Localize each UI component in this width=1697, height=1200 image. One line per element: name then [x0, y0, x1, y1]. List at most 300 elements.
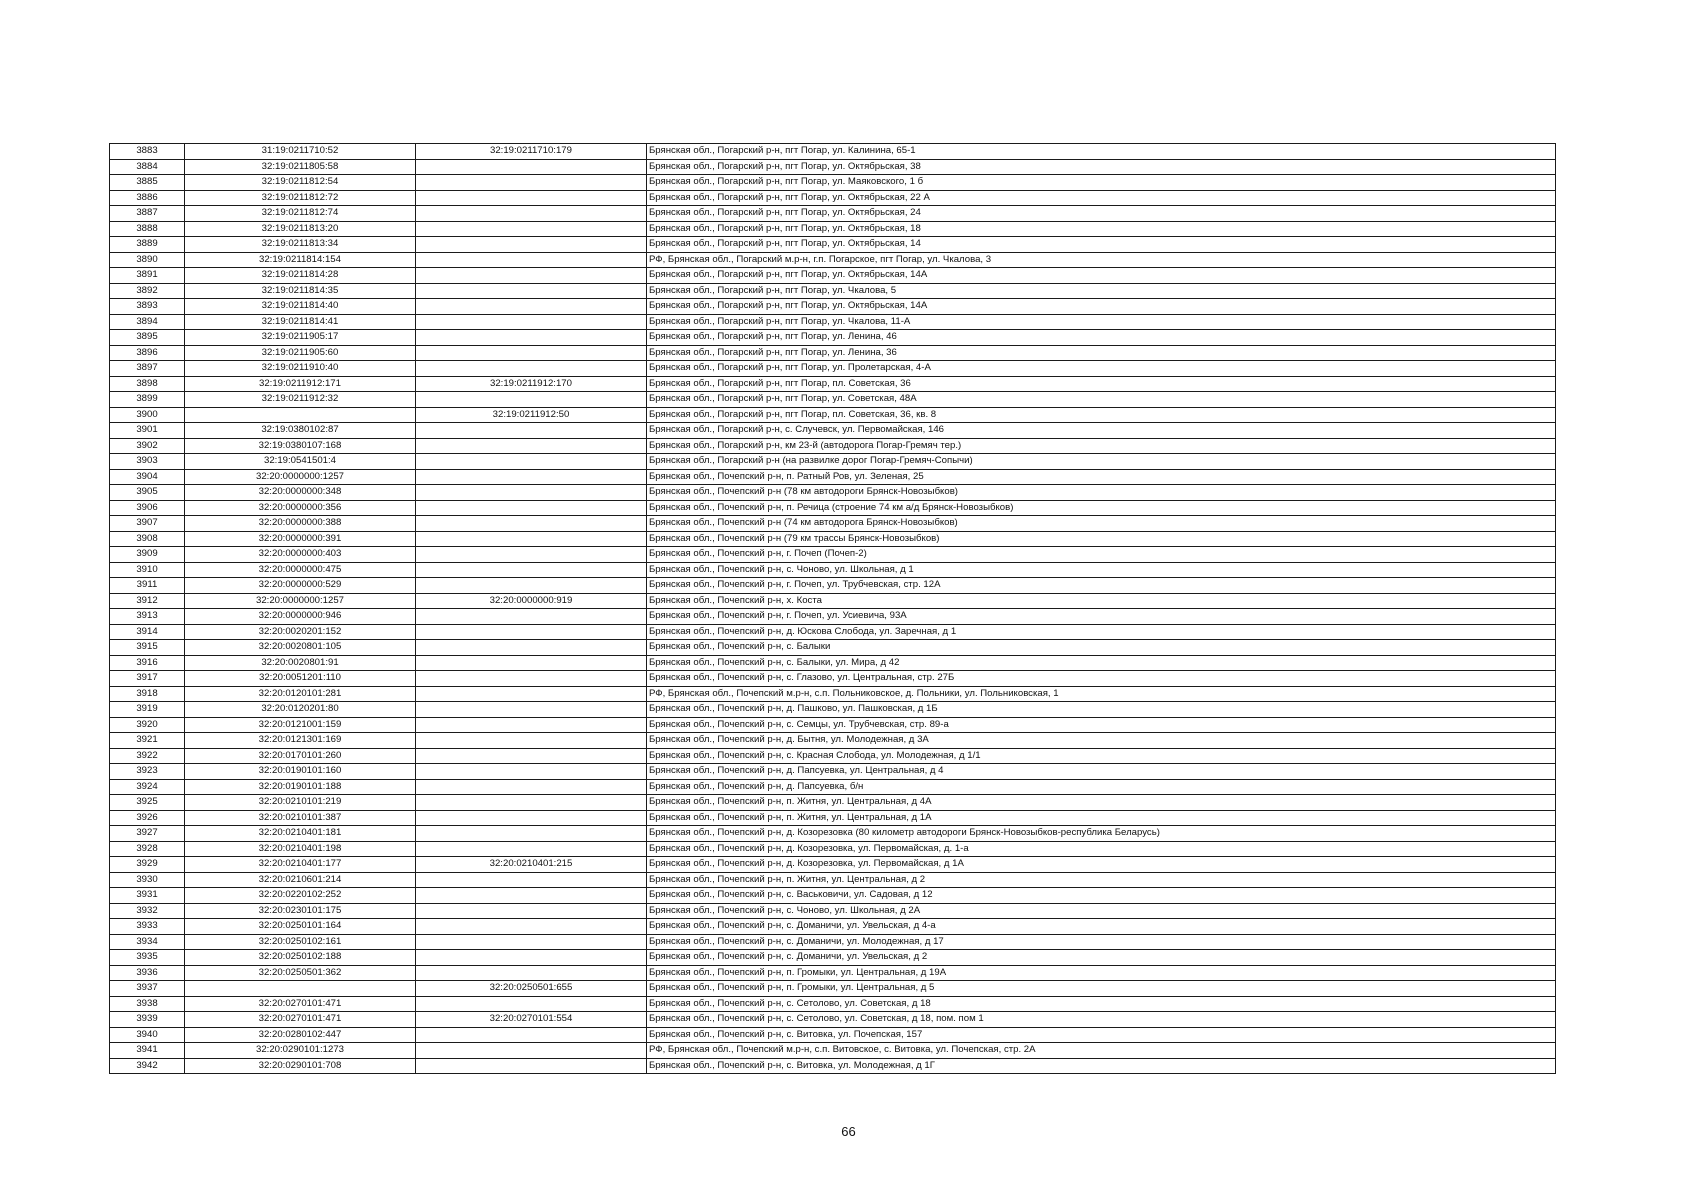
address-cell: Брянская обл., Погарский р-н, пгт Погар, ул. Октябрьская, 14	[647, 237, 1556, 253]
row-number-cell: 3937	[110, 981, 185, 997]
row-number-cell: 3935	[110, 950, 185, 966]
cadastral-number-cell: 32:20:0000000:475	[185, 562, 416, 578]
table-row	[110, 810, 1556, 826]
related-cadastral-number-cell: 32:20:0250501:655	[416, 981, 647, 997]
related-cadastral-number-cell	[416, 965, 647, 981]
cadastral-number-cell: 32:20:0000000:1257	[185, 469, 416, 485]
cadastral-number-cell: 32:19:0380107:168	[185, 438, 416, 454]
related-cadastral-number-cell	[416, 934, 647, 950]
address-cell: Брянская обл., Почепский р-н, с. Доманичи, ул. Увельская, д 2	[647, 950, 1556, 966]
table-row	[110, 376, 1556, 392]
row-number-cell: 3919	[110, 702, 185, 718]
table-row	[110, 144, 1556, 160]
cadastral-number-cell: 32:19:0211912:171	[185, 376, 416, 392]
address-cell: Брянская обл., Почепский р-н (79 км трассы Брянск-Новозыбков)	[647, 531, 1556, 547]
row-number-cell: 3885	[110, 175, 185, 191]
row-number-cell: 3907	[110, 516, 185, 532]
cadastral-number-cell: 32:20:0210601:214	[185, 872, 416, 888]
row-number-cell: 3896	[110, 345, 185, 361]
row-number-cell: 3933	[110, 919, 185, 935]
table-row	[110, 159, 1556, 175]
table-row	[110, 857, 1556, 873]
table-row	[110, 531, 1556, 547]
address-cell: Брянская обл., Погарский р-н, пгт Погар, ул. Советская, 48А	[647, 392, 1556, 408]
registry-table-body	[110, 144, 1556, 1074]
table-row	[110, 361, 1556, 377]
cadastral-number-cell: 32:19:0211912:32	[185, 392, 416, 408]
related-cadastral-number-cell	[416, 314, 647, 330]
cadastral-number-cell: 32:19:0211812:74	[185, 206, 416, 222]
related-cadastral-number-cell	[416, 175, 647, 191]
related-cadastral-number-cell: 32:20:0210401:215	[416, 857, 647, 873]
cadastral-number-cell: 32:19:0211814:35	[185, 283, 416, 299]
table-row	[110, 237, 1556, 253]
address-cell: Брянская обл., Погарский р-н, пгт Погар, ул. Октябрьская, 18	[647, 221, 1556, 237]
address-cell: Брянская обл., Почепский р-н, с. Доманичи, ул. Увельская, д 4-а	[647, 919, 1556, 935]
address-cell: Брянская обл., Почепский р-н, с. Семцы, ул. Трубчевская, стр. 89-а	[647, 717, 1556, 733]
address-cell: Брянская обл., Погарский р-н, пгт Погар, ул. Пролетарская, 4-А	[647, 361, 1556, 377]
cadastral-number-cell: 32:20:0121001:159	[185, 717, 416, 733]
table-row	[110, 314, 1556, 330]
row-number-cell: 3895	[110, 330, 185, 346]
row-number-cell: 3910	[110, 562, 185, 578]
address-cell: Брянская обл., Почепский р-н, д. Козорезовка, ул. Первомайская, д 1А	[647, 857, 1556, 873]
related-cadastral-number-cell	[416, 872, 647, 888]
table-row	[110, 1027, 1556, 1043]
cadastral-number-cell: 32:20:0250102:188	[185, 950, 416, 966]
address-cell: Брянская обл., Почепский р-н, с. Сетолово, ул. Советская, д 18, пом. пом 1	[647, 1012, 1556, 1028]
related-cadastral-number-cell	[416, 516, 647, 532]
address-cell: Брянская обл., Почепский р-н (74 км автодорога Брянск-Новозыбков)	[647, 516, 1556, 532]
table-row	[110, 888, 1556, 904]
table-row	[110, 609, 1556, 625]
cadastral-number-cell: 32:20:0210101:387	[185, 810, 416, 826]
cadastral-number-cell: 32:20:0170101:260	[185, 748, 416, 764]
row-number-cell: 3932	[110, 903, 185, 919]
cadastral-number-cell: 32:20:0280102:447	[185, 1027, 416, 1043]
table-row	[110, 686, 1556, 702]
cadastral-number-cell: 32:19:0541501:4	[185, 454, 416, 470]
cadastral-number-cell: 32:20:0270101:471	[185, 996, 416, 1012]
address-cell: Брянская обл., Почепский р-н, с. Витовка, ул. Молодежная, д 1Г	[647, 1058, 1556, 1074]
table-row	[110, 175, 1556, 191]
table-row	[110, 717, 1556, 733]
cadastral-number-cell: 32:20:0270101:471	[185, 1012, 416, 1028]
table-row	[110, 407, 1556, 423]
cadastral-number-cell: 32:19:0211814:28	[185, 268, 416, 284]
address-cell: Брянская обл., Почепский р-н, д. Пашково, ул. Пашковская, д 1Б	[647, 702, 1556, 718]
address-cell: Брянская обл., Почепский р-н, д. Папсуевка, б/н	[647, 779, 1556, 795]
address-cell: РФ, Брянская обл., Почепский м.р-н, с.п. Польниковское, д. Польники, ул. Польниковская, 1	[647, 686, 1556, 702]
related-cadastral-number-cell	[416, 748, 647, 764]
address-cell: Брянская обл., Почепский р-н (78 км автодороги Брянск-Новозыбков)	[647, 485, 1556, 501]
table-row	[110, 345, 1556, 361]
address-cell: Брянская обл., Почепский р-н, п. Громыки, ул. Центральная, д 5	[647, 981, 1556, 997]
related-cadastral-number-cell	[416, 469, 647, 485]
row-number-cell: 3905	[110, 485, 185, 501]
related-cadastral-number-cell	[416, 795, 647, 811]
address-cell: Брянская обл., Почепский р-н, п. Житня, ул. Центральная, д 1А	[647, 810, 1556, 826]
row-number-cell: 3891	[110, 268, 185, 284]
address-cell: Брянская обл., Погарский р-н, пгт Погар, ул. Чкалова, 5	[647, 283, 1556, 299]
table-row	[110, 748, 1556, 764]
cadastral-number-cell: 32:20:0250102:161	[185, 934, 416, 950]
address-cell: Брянская обл., Почепский р-н, г. Почеп (Почеп-2)	[647, 547, 1556, 563]
row-number-cell: 3913	[110, 609, 185, 625]
cadastral-number-cell: 32:19:0380102:87	[185, 423, 416, 439]
table-row	[110, 996, 1556, 1012]
address-cell: Брянская обл., Почепский р-н, с. Чоново, ул. Школьная, д 2А	[647, 903, 1556, 919]
related-cadastral-number-cell	[416, 1058, 647, 1074]
row-number-cell: 3917	[110, 671, 185, 687]
table-row	[110, 702, 1556, 718]
address-cell: Брянская обл., Почепский р-н, д. Юскова Слобода, ул. Заречная, д 1	[647, 624, 1556, 640]
address-cell: Брянская обл., Почепский р-н, с. Чоново, ул. Школьная, д 1	[647, 562, 1556, 578]
related-cadastral-number-cell	[416, 268, 647, 284]
row-number-cell: 3924	[110, 779, 185, 795]
related-cadastral-number-cell	[416, 299, 647, 315]
table-row	[110, 500, 1556, 516]
row-number-cell: 3926	[110, 810, 185, 826]
address-cell: Брянская обл., Почепский р-н, с. Доманичи, ул. Молодежная, д 17	[647, 934, 1556, 950]
address-cell: Брянская обл., Почепский р-н, х. Коста	[647, 593, 1556, 609]
related-cadastral-number-cell	[416, 345, 647, 361]
table-row	[110, 764, 1556, 780]
cadastral-number-cell: 32:20:0120101:281	[185, 686, 416, 702]
table-row	[110, 221, 1556, 237]
related-cadastral-number-cell	[416, 392, 647, 408]
cadastral-number-cell: 32:20:0020801:91	[185, 655, 416, 671]
row-number-cell: 3936	[110, 965, 185, 981]
cadastral-number-cell: 32:19:0211805:58	[185, 159, 416, 175]
address-cell: РФ, Брянская обл., Почепский м.р-н, с.п. Витовское, с. Витовка, ул. Почепская, стр. 2А	[647, 1043, 1556, 1059]
table-row	[110, 1043, 1556, 1059]
address-cell: Брянская обл., Погарский р-н, пгт Погар, ул. Ленина, 36	[647, 345, 1556, 361]
address-cell: Брянская обл., Почепский р-н, с. Васьковичи, ул. Садовая, д 12	[647, 888, 1556, 904]
cadastral-number-cell: 32:20:0190101:188	[185, 779, 416, 795]
row-number-cell: 3884	[110, 159, 185, 175]
cadastral-number-cell: 32:20:0020201:152	[185, 624, 416, 640]
address-cell: Брянская обл., Погарский р-н, пгт Погар, ул. Ленина, 46	[647, 330, 1556, 346]
row-number-cell: 3925	[110, 795, 185, 811]
cadastral-number-cell	[185, 407, 416, 423]
address-cell: Брянская обл., Погарский р-н, пгт Погар, ул. Маяковского, 1 б	[647, 175, 1556, 191]
row-number-cell: 3890	[110, 252, 185, 268]
row-number-cell: 3893	[110, 299, 185, 315]
table-row	[110, 330, 1556, 346]
table-row	[110, 469, 1556, 485]
address-cell: Брянская обл., Почепский р-н, с. Витовка, ул. Почепская, 157	[647, 1027, 1556, 1043]
table-row	[110, 655, 1556, 671]
row-number-cell: 3930	[110, 872, 185, 888]
related-cadastral-number-cell	[416, 919, 647, 935]
cadastral-number-cell: 32:19:0211814:41	[185, 314, 416, 330]
row-number-cell: 3916	[110, 655, 185, 671]
row-number-cell: 3939	[110, 1012, 185, 1028]
cadastral-number-cell: 32:20:0210401:177	[185, 857, 416, 873]
related-cadastral-number-cell	[416, 950, 647, 966]
related-cadastral-number-cell	[416, 764, 647, 780]
cadastral-number-cell: 32:20:0210101:219	[185, 795, 416, 811]
registry-table	[109, 143, 1556, 1074]
related-cadastral-number-cell	[416, 547, 647, 563]
cadastral-number-cell: 32:19:0211812:54	[185, 175, 416, 191]
table-row	[110, 872, 1556, 888]
related-cadastral-number-cell	[416, 531, 647, 547]
cadastral-number-cell: 32:20:0000000:356	[185, 500, 416, 516]
address-cell: Брянская обл., Погарский р-н, пгт Погар, ул. Октябрьская, 14А	[647, 299, 1556, 315]
related-cadastral-number-cell	[416, 996, 647, 1012]
related-cadastral-number-cell	[416, 159, 647, 175]
related-cadastral-number-cell	[416, 717, 647, 733]
table-row	[110, 283, 1556, 299]
address-cell: Брянская обл., Погарский р-н, пгт Погар, ул. Чкалова, 11-А	[647, 314, 1556, 330]
row-number-cell: 3889	[110, 237, 185, 253]
cadastral-number-cell: 32:20:0210401:198	[185, 841, 416, 857]
row-number-cell: 3921	[110, 733, 185, 749]
related-cadastral-number-cell: 32:19:0211912:170	[416, 376, 647, 392]
address-cell: Брянская обл., Погарский р-н, пгт Погар, ул. Октябрьская, 14А	[647, 268, 1556, 284]
address-cell: Брянская обл., Погарский р-н, с. Случевск, ул. Первомайская, 146	[647, 423, 1556, 439]
row-number-cell: 3918	[110, 686, 185, 702]
related-cadastral-number-cell	[416, 826, 647, 842]
table-row	[110, 640, 1556, 656]
related-cadastral-number-cell	[416, 221, 647, 237]
cadastral-number-cell: 32:19:0211814:154	[185, 252, 416, 268]
row-number-cell: 3914	[110, 624, 185, 640]
address-cell: Брянская обл., Погарский р-н (на развилке дорог Погар-Гремяч-Сопычи)	[647, 454, 1556, 470]
cadastral-number-cell: 32:19:0211813:34	[185, 237, 416, 253]
cadastral-number-cell: 32:20:0250501:362	[185, 965, 416, 981]
table-row	[110, 934, 1556, 950]
address-cell: Брянская обл., Погарский р-н, пгт Погар, ул. Октябрьская, 38	[647, 159, 1556, 175]
row-number-cell: 3920	[110, 717, 185, 733]
table-row	[110, 733, 1556, 749]
row-number-cell: 3901	[110, 423, 185, 439]
cadastral-number-cell: 32:20:0000000:391	[185, 531, 416, 547]
related-cadastral-number-cell: 32:19:0211912:50	[416, 407, 647, 423]
row-number-cell: 3902	[110, 438, 185, 454]
cadastral-number-cell: 32:20:0220102:252	[185, 888, 416, 904]
related-cadastral-number-cell	[416, 237, 647, 253]
table-row	[110, 562, 1556, 578]
table-row	[110, 547, 1556, 563]
related-cadastral-number-cell	[416, 190, 647, 206]
row-number-cell: 3908	[110, 531, 185, 547]
table-row	[110, 190, 1556, 206]
address-cell: Брянская обл., Погарский р-н, пгт Погар, пл. Советская, 36	[647, 376, 1556, 392]
related-cadastral-number-cell	[416, 686, 647, 702]
row-number-cell: 3911	[110, 578, 185, 594]
related-cadastral-number-cell	[416, 888, 647, 904]
address-cell: Брянская обл., Почепский р-н, с. Балыки	[647, 640, 1556, 656]
table-row	[110, 779, 1556, 795]
address-cell: Брянская обл., Почепский р-н, с. Сетолово, ул. Советская, д 18	[647, 996, 1556, 1012]
table-row	[110, 671, 1556, 687]
related-cadastral-number-cell	[416, 500, 647, 516]
row-number-cell: 3934	[110, 934, 185, 950]
cadastral-number-cell: 32:20:0000000:403	[185, 547, 416, 563]
row-number-cell: 3938	[110, 996, 185, 1012]
table-row	[110, 206, 1556, 222]
row-number-cell: 3900	[110, 407, 185, 423]
related-cadastral-number-cell	[416, 640, 647, 656]
related-cadastral-number-cell	[416, 330, 647, 346]
address-cell: Брянская обл., Погарский р-н, пгт Погар, ул. Калинина, 65-1	[647, 144, 1556, 160]
cadastral-number-cell: 32:20:0000000:529	[185, 578, 416, 594]
row-number-cell: 3894	[110, 314, 185, 330]
address-cell: Брянская обл., Почепский р-н, с. Глазово, ул. Центральная, стр. 27Б	[647, 671, 1556, 687]
table-row	[110, 1058, 1556, 1074]
row-number-cell: 3909	[110, 547, 185, 563]
table-row	[110, 950, 1556, 966]
table-row	[110, 593, 1556, 609]
table-row	[110, 826, 1556, 842]
table-row	[110, 392, 1556, 408]
row-number-cell: 3929	[110, 857, 185, 873]
related-cadastral-number-cell	[416, 903, 647, 919]
cadastral-number-cell: 32:20:0121301:169	[185, 733, 416, 749]
address-cell: Брянская обл., Почепский р-н, п. Громыки, ул. Центральная, д 19А	[647, 965, 1556, 981]
address-cell: Брянская обл., Почепский р-н, д. Козорезовка (80 километр автодороги Брянск-Новозыбков-республика Беларусь)	[647, 826, 1556, 842]
related-cadastral-number-cell	[416, 578, 647, 594]
address-cell: Брянская обл., Погарский р-н, пгт Погар, ул. Октябрьская, 22 А	[647, 190, 1556, 206]
related-cadastral-number-cell	[416, 206, 647, 222]
cadastral-number-cell: 32:20:0230101:175	[185, 903, 416, 919]
related-cadastral-number-cell	[416, 252, 647, 268]
related-cadastral-number-cell	[416, 1043, 647, 1059]
cadastral-number-cell: 32:20:0210401:181	[185, 826, 416, 842]
cadastral-number-cell: 32:19:0211905:17	[185, 330, 416, 346]
cadastral-number-cell: 32:19:0211905:60	[185, 345, 416, 361]
row-number-cell: 3892	[110, 283, 185, 299]
table-row	[110, 919, 1556, 935]
cadastral-number-cell: 32:20:0051201:110	[185, 671, 416, 687]
related-cadastral-number-cell	[416, 1027, 647, 1043]
address-cell: Брянская обл., Почепский р-н, п. Житня, ул. Центральная, д 4А	[647, 795, 1556, 811]
row-number-cell: 3904	[110, 469, 185, 485]
table-row	[110, 981, 1556, 997]
table-row	[110, 1012, 1556, 1028]
related-cadastral-number-cell	[416, 283, 647, 299]
address-cell: Брянская обл., Погарский р-н, пгт Погар, пл. Советская, 36, кв. 8	[647, 407, 1556, 423]
row-number-cell: 3906	[110, 500, 185, 516]
address-cell: Брянская обл., Почепский р-н, п. Речица (строение 74 км а/д Брянск-Новозыбков)	[647, 500, 1556, 516]
cadastral-number-cell: 31:19:0211710:52	[185, 144, 416, 160]
cadastral-number-cell: 32:20:0000000:348	[185, 485, 416, 501]
address-cell: РФ, Брянская обл., Погарский м.р-н, г.п. Погарское, пгт Погар, ул. Чкалова, 3	[647, 252, 1556, 268]
row-number-cell: 3923	[110, 764, 185, 780]
related-cadastral-number-cell: 32:19:0211710:179	[416, 144, 647, 160]
cadastral-number-cell: 32:20:0000000:946	[185, 609, 416, 625]
table-row	[110, 423, 1556, 439]
row-number-cell: 3928	[110, 841, 185, 857]
table-row	[110, 485, 1556, 501]
cadastral-number-cell: 32:20:0000000:388	[185, 516, 416, 532]
cadastral-number-cell: 32:20:0020801:105	[185, 640, 416, 656]
page-number: 66	[841, 1124, 856, 1139]
row-number-cell: 3931	[110, 888, 185, 904]
related-cadastral-number-cell	[416, 702, 647, 718]
table-row	[110, 252, 1556, 268]
related-cadastral-number-cell	[416, 733, 647, 749]
address-cell: Брянская обл., Почепский р-н, г. Почеп, ул. Усиевича, 93А	[647, 609, 1556, 625]
table-row	[110, 965, 1556, 981]
cadastral-number-cell	[185, 981, 416, 997]
related-cadastral-number-cell	[416, 779, 647, 795]
related-cadastral-number-cell	[416, 423, 647, 439]
row-number-cell: 3887	[110, 206, 185, 222]
table-row	[110, 841, 1556, 857]
address-cell: Брянская обл., Почепский р-н, д. Козорезовка, ул. Первомайская, д. 1-а	[647, 841, 1556, 857]
row-number-cell: 3903	[110, 454, 185, 470]
related-cadastral-number-cell	[416, 655, 647, 671]
row-number-cell: 3942	[110, 1058, 185, 1074]
related-cadastral-number-cell	[416, 810, 647, 826]
address-cell: Брянская обл., Почепский р-н, д. Бытня, ул. Молодежная, д 3А	[647, 733, 1556, 749]
row-number-cell: 3922	[110, 748, 185, 764]
address-cell: Брянская обл., Погарский р-н, пгт Погар, ул. Октябрьская, 24	[647, 206, 1556, 222]
address-cell: Брянская обл., Почепский р-н, г. Почеп, ул. Трубчевская, стр. 12А	[647, 578, 1556, 594]
row-number-cell: 3912	[110, 593, 185, 609]
table-row	[110, 903, 1556, 919]
address-cell: Брянская обл., Почепский р-н, д. Папсуевка, ул. Центральная, д 4	[647, 764, 1556, 780]
address-cell: Брянская обл., Почепский р-н, п. Ратный Ров, ул. Зеленая, 25	[647, 469, 1556, 485]
row-number-cell: 3927	[110, 826, 185, 842]
related-cadastral-number-cell	[416, 624, 647, 640]
cadastral-number-cell: 32:20:0250101:164	[185, 919, 416, 935]
related-cadastral-number-cell: 32:20:0000000:919	[416, 593, 647, 609]
cadastral-number-cell: 32:20:0000000:1257	[185, 593, 416, 609]
row-number-cell: 3941	[110, 1043, 185, 1059]
related-cadastral-number-cell	[416, 485, 647, 501]
related-cadastral-number-cell: 32:20:0270101:554	[416, 1012, 647, 1028]
cadastral-number-cell: 32:20:0290101:708	[185, 1058, 416, 1074]
row-number-cell: 3888	[110, 221, 185, 237]
related-cadastral-number-cell	[416, 454, 647, 470]
related-cadastral-number-cell	[416, 361, 647, 377]
cadastral-number-cell: 32:19:0211910:40	[185, 361, 416, 377]
table-row	[110, 516, 1556, 532]
cadastral-number-cell: 32:20:0290101:1273	[185, 1043, 416, 1059]
table-row	[110, 795, 1556, 811]
related-cadastral-number-cell	[416, 841, 647, 857]
table-row	[110, 268, 1556, 284]
row-number-cell: 3886	[110, 190, 185, 206]
cadastral-number-cell: 32:19:0211812:72	[185, 190, 416, 206]
address-cell: Брянская обл., Погарский р-н, км 23-й (автодорога Погар-Гремяч тер.)	[647, 438, 1556, 454]
row-number-cell: 3897	[110, 361, 185, 377]
related-cadastral-number-cell	[416, 671, 647, 687]
table-row	[110, 438, 1556, 454]
cadastral-number-cell: 32:20:0120201:80	[185, 702, 416, 718]
row-number-cell: 3883	[110, 144, 185, 160]
row-number-cell: 3940	[110, 1027, 185, 1043]
table-row	[110, 624, 1556, 640]
related-cadastral-number-cell	[416, 609, 647, 625]
row-number-cell: 3915	[110, 640, 185, 656]
related-cadastral-number-cell	[416, 562, 647, 578]
address-cell: Брянская обл., Почепский р-н, с. Балыки, ул. Мира, д 42	[647, 655, 1556, 671]
cadastral-number-cell: 32:19:0211813:20	[185, 221, 416, 237]
cadastral-number-cell: 32:20:0190101:160	[185, 764, 416, 780]
cadastral-number-cell: 32:19:0211814:40	[185, 299, 416, 315]
related-cadastral-number-cell	[416, 438, 647, 454]
row-number-cell: 3899	[110, 392, 185, 408]
address-cell: Брянская обл., Почепский р-н, с. Красная Слобода, ул. Молодежная, д 1/1	[647, 748, 1556, 764]
table-row	[110, 578, 1556, 594]
row-number-cell: 3898	[110, 376, 185, 392]
